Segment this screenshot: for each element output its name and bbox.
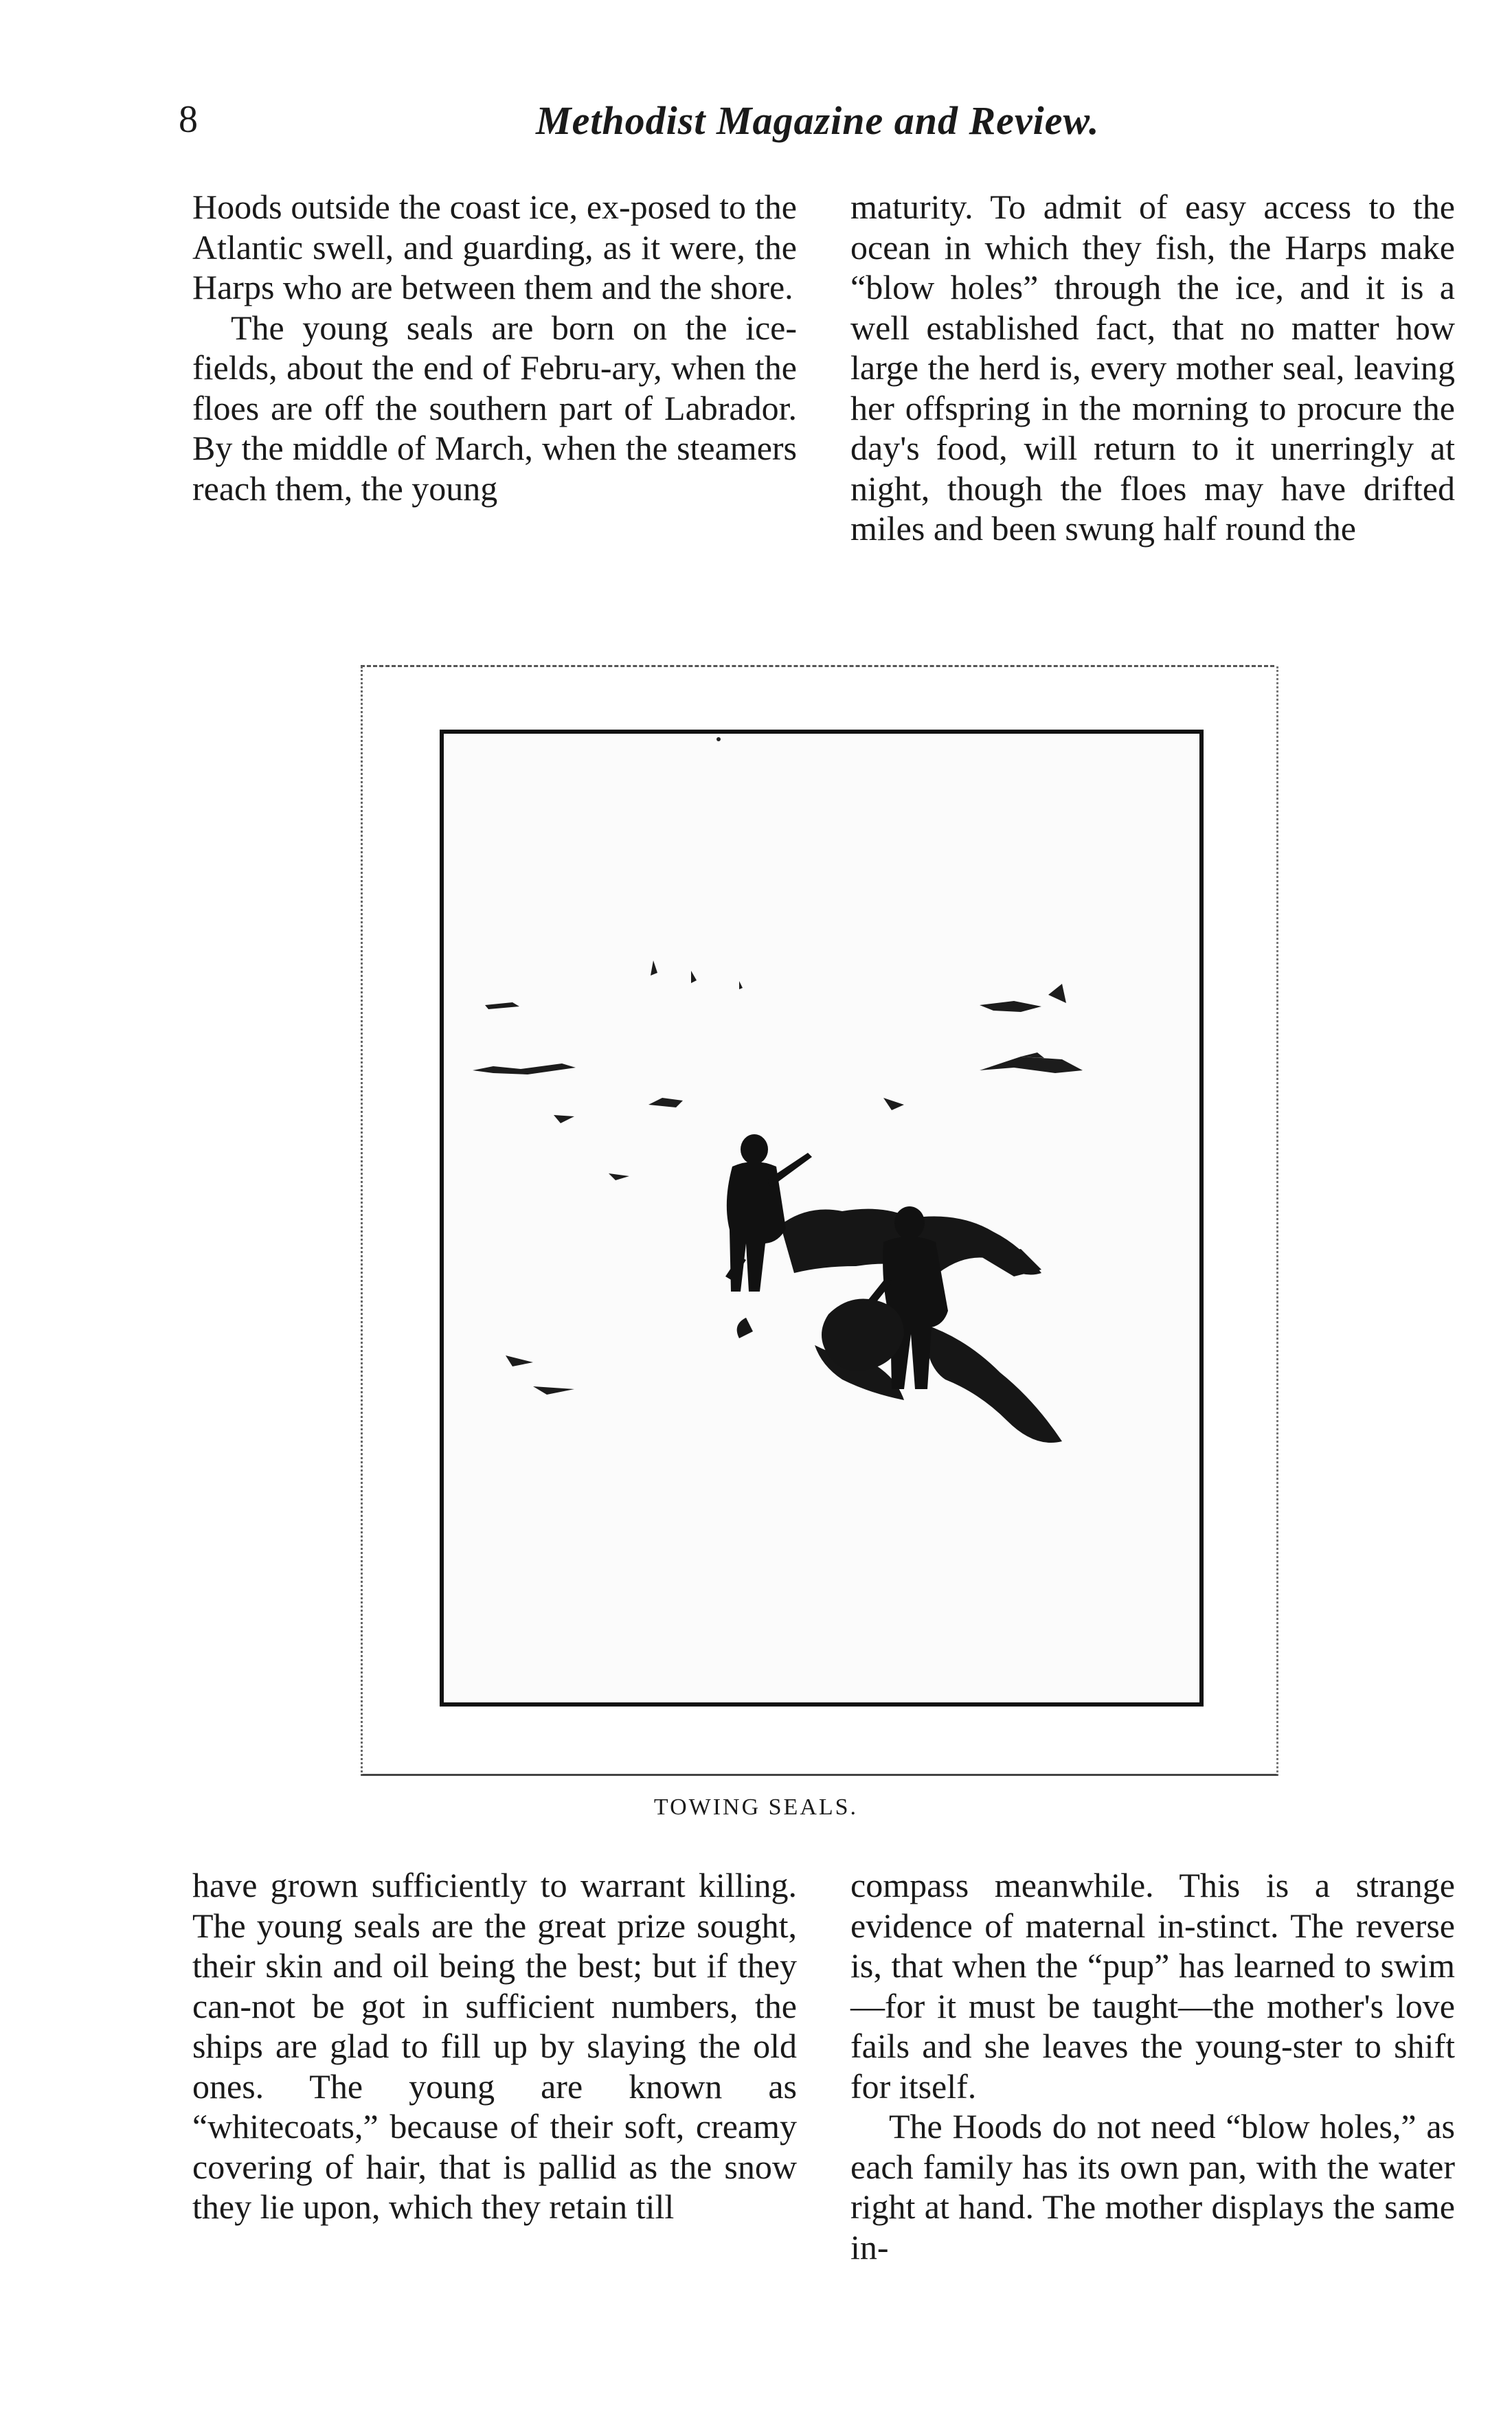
column-top-left: [192, 187, 797, 508]
towing-seals-photo: [440, 730, 1204, 1707]
column-bottom-right: [850, 1865, 1455, 2267]
paragraph: Hoods outside the coast ice, ex-posed to the Atlantic swell, and guarding, as it were, the Harps who are between them and the shore.: [192, 188, 797, 306]
page-header: [179, 98, 1140, 153]
paragraph: The Hoods do not need “blow holes,” as each family has its own pan, with the water right at hand. The mother displays the same in-: [850, 2107, 1455, 2266]
page-number: 8: [179, 98, 198, 141]
paragraph: have grown sufficiently to warrant killing. The young seals are the great prize sought, their skin and oil being the best; but if they can-not be got in sufficient numbers, the ships are glad to fill up by slaying the old ones. The young are known as “whitecoats,” because of their soft, creamy covering of hair, that is pallid as the snow they lie upon, which they retain till: [192, 1866, 797, 2226]
paragraph: maturity. To admit of easy access to the ocean in which they fish, the Harps make “blow holes” through the ice, and it is a well established fact, that no matter how large the herd is, every mother seal, leaving her offspring in the morning to procure the day's food, will return to it unerringly at night, though the floes may have drifted miles and been swung half round the: [850, 188, 1455, 548]
photo-illustration: [444, 734, 1199, 1702]
running-title: Methodist Magazine and Review.: [536, 98, 1100, 143]
paragraph: compass meanwhile. This is a strange evidence of maternal in-stinct. The reverse is, that when the “pup” has learned to swim—for it must be taught—the mother's love fails and she leaves the young-ster to shift for itself.: [850, 1866, 1455, 2106]
column-bottom-left: [192, 1865, 797, 2227]
paragraph: The young seals are born on the ice-fields, about the end of Febru-ary, when the floes are off the southern part of Labrador. By the middle of March, when the steamers reach them, the young: [192, 308, 797, 508]
figure-caption: TOWING SEALS.: [653, 1794, 859, 1820]
column-top-right: [850, 187, 1455, 549]
